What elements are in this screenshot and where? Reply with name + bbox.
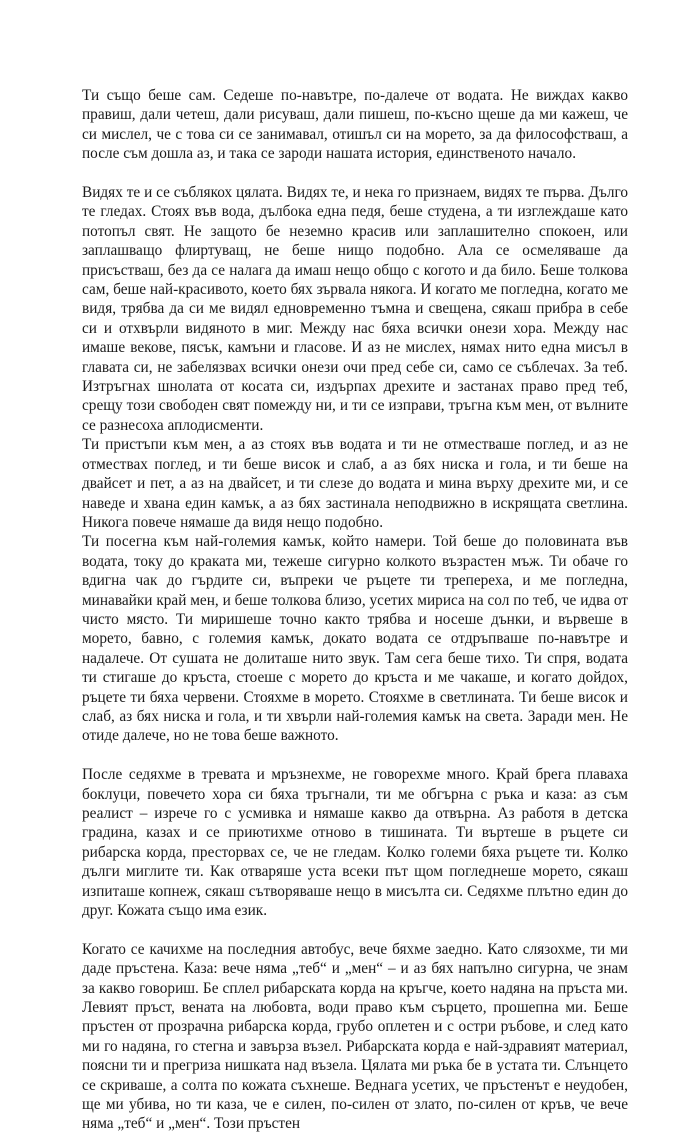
- paragraph-1: Ти също беше сам. Седеше по-навътре, по-далече от водата. Не виждах какво правиш, дали четеш, дали рисуваш, дали пишеш, по-късно щеше да ми кажеш, че си мислел, че с това си се занимавал, отишъл си на морето, за да философстваш, а после съм дошла аз, и така се зароди нашата история, единственото начало.: [82, 87, 628, 163]
- paragraph-3: Ти пристъпи към мен, а аз стоях във водата и ти не отместваше поглед, и аз не отмествах поглед, и ти беше висок и слаб, а аз бях ниска и гола, и ти беше на двайсет и пет, а аз на двайсет, и ти слезе до водата и мина върху дрехите ми, и се наведе и хвана един камък, а аз бях застинала неподвижно в искрящата светлина. Никога повече нямаше да видя нещо подобно.: [82, 436, 628, 531]
- paragraph-4: Ти посегна към най-големия камък, който намери. Той беше до половината във водата, току до краката ми, тежеше сигурно колкото възрастен мъж. Ти обаче го вдигна чак до гърдите си, въпреки че ръцете ти трепереха, и ме погледна, минавайки край мен, и беше толкова близо, усетих мириса на сол по теб, че идва от чисто място. Ти миришеше точно както трябва и носеше дънки, и вървеше в морето, бавно, с големия камък, докато водата се отдръпваше по-навътре и надалече. От сушата не долиташе нито звук. Там сега беше тихо. Ти спря, водата ти стигаше до кръста, стоеше с морето до кръста и ме чакаше, и когато дойдох, ръцете ти бяха червени. Стояхме в морето. Стояхме в светлината. Ти беше висок и слаб, аз бях ниска и гола, и ти хвърли най-големия камък на света. Заради мен. Не отиде далече, но не това беше важното.: [82, 533, 628, 745]
- paragraph-5: После седяхме в тревата и мръзнехме, не говорехме много. Край брега плаваха боклуци, повечето хора си бяха тръгнали, ти ме обгърна с ръка и каза: аз съм реалист – изрече го с усмивка и нямаше какво да отвърна. Аз работя в детска градина, казах и се приютихме отново в тишината. Ти въртеше в ръцете си рибарска корда, престорвах се, че не гледам. Колко големи бяха ръцете ти. Колко дълги миглите ти. Как отваряше уста всеки път щом погледнеше морето, сякаш изпиташе копнеж, сякаш сътворяваше нещо в мисълта си. Седяхме плътно един до друг. Кожата също има език.: [82, 766, 628, 920]
- paragraph-6: Когато се качихме на последния автобус, вече бяхме заедно. Като слязохме, ти ми даде пръстена. Каза: вече няма „теб“ и „мен“ – и аз бях напълно сигурна, че знам за какво говориш. Бе сплел рибарската корда на кръгче, което надяна на пръста ми. Левият пръст, вената на любовта, води право към сърцето, прошепна ми. Беше пръстен от прозрачна рибарска корда, грубо оплетен и с остри ръбове, и след като ми го надяна, го стегна и завърза възел. Рибарската корда е най-здравият материал, поясни ти и прегриза нишката над възела. Цялата ми ръка бе в устата ти. Слънцето се скриваше, а солта по кожата съхнеше. Веднага усетих, че пръстенът е неудобен, ще ми убива, но ти каза, че е силен, по-силен от злато, по-силен от кръв, че вече няма „теб“ и „мен“. Този пръстен: [82, 940, 628, 1133]
- document-page: [82, 86, 628, 1134]
- paragraph-2: Видях те и се съблякох цялата. Видях те, и нека го признаем, видях те първа. Дълго те гледах. Стоях във вода, дълбока една педя, беше студена, а ти изглеждаше като потопъл свят. Не защото бе неземно красив или заплашително спокоен, или заплашващо флиртуващ, не беше нищо подобно. Ала се осмеляваше да присъстваш, без да се налага да имаш нещо общо с когото и да било. Беше толкова сам, беше най-красивото, което бях зървала някога. И когато ме погледна, когато ме видя, трябва да си ме видял едновременно тъмна и свещена, сякаш прибра в себе си и отхвърли видяното в миг. Между нас бяха всички онези хора. Между нас имаше векове, пясък, камъни и гласове. И аз не мислех, нямах нито една мисъл в главата си, не забелязвах всички онези очи пред себе си, само се съблечах. За теб. Изтръгнах шнолата от косата си, издърпах дрехите и застанах право пред теб, срещу този свободен свят помежду ни, и ти се изправи, тръгна към мен, от вълните се разнесоха аплодисменти.: [82, 184, 628, 434]
